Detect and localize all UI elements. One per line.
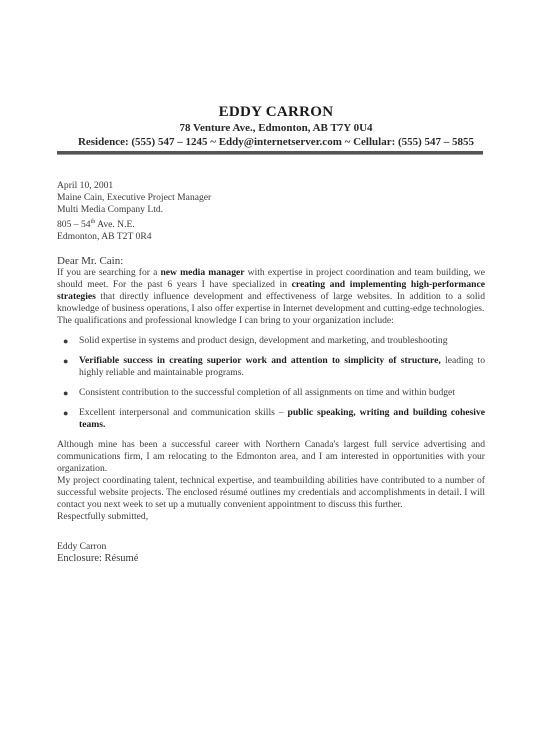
qualifications-list <box>57 335 485 431</box>
bullet-icon: ● <box>63 356 69 367</box>
letter-body <box>57 180 485 565</box>
recipient-line-1: Maine Cain, Executive Project Manager <box>57 192 212 203</box>
enclosure-note: Enclosure: Résumé <box>57 553 139 565</box>
recipient-block <box>57 192 485 243</box>
qualifications-intro: The qualifications and professional knowledge I can bring to your organization include: <box>57 315 394 327</box>
list-item: ● Consistent contribution to the successful completion of all assignments on time and within budget <box>63 387 455 399</box>
bullet-icon: ● <box>63 336 69 347</box>
letterhead-divider <box>57 151 483 155</box>
recipient-line-2: Multi Media Company Ltd. <box>57 204 164 215</box>
paragraph-intro: If you are searching for a new media manager with expertise in project coordination and team building, we should meet. For the past 6 years I have specialized in creating and implementing high-performance strategies that directly influence development and effectiveness of large websites. In addition to a solid knowledge of business operations, I also offer expertise in Internet development and cutting-edge technologies. <box>57 267 485 315</box>
list-item: ● Solid expertise in systems and product design, development and marketing, and troubleshooting <box>63 335 448 347</box>
recipient-line-4: Edmonton, AB T2T 0R4 <box>57 231 152 243</box>
signature-name: Eddy Carron <box>57 541 107 553</box>
letterhead <box>0 104 552 149</box>
list-item: ● Excellent interpersonal and communication skills – public speaking, writing and building cohesive teams. <box>63 407 485 431</box>
letter-date: April 10, 2001 <box>57 180 114 191</box>
sender-name: EDDY CARRON <box>218 104 334 120</box>
salutation: Dear Mr. Cain: <box>57 255 124 268</box>
paragraph-relocation: Although mine has been a successful career with Northern Canada's largest full service advertising and communications firm, I am relocating to the Edmonton area, and I am interested in opportunities with your organization. <box>57 439 485 475</box>
list-item: ● Verifiable success in creating superior work and attention to simplicity of structure, leading to highly reliable and maintainable programs. <box>63 355 485 379</box>
sender-contact: Residence: (555) 547 – 1245 ~ Eddy@internetserver.com ~ Cellular: (555) 547 – 5855 <box>77 136 475 148</box>
closing: Respectfully submitted, <box>57 511 149 523</box>
bullet-icon: ● <box>63 408 69 419</box>
sender-address: 78 Venture Ave., Edmonton, AB T7Y 0U4 <box>179 122 373 134</box>
paragraph-projects: My project coordinating talent, technical expertise, and teambuilding abilities have contributed to a number of successful website projects. The enclosed résumé outlines my credentials and accomplishments in detail. I will contact you next week to set up a mutually convenient appointment to discuss this further. <box>57 475 485 511</box>
bullet-icon: ● <box>63 388 69 399</box>
recipient-line-3: 805 – 54th Ave. N.E. <box>57 219 135 231</box>
